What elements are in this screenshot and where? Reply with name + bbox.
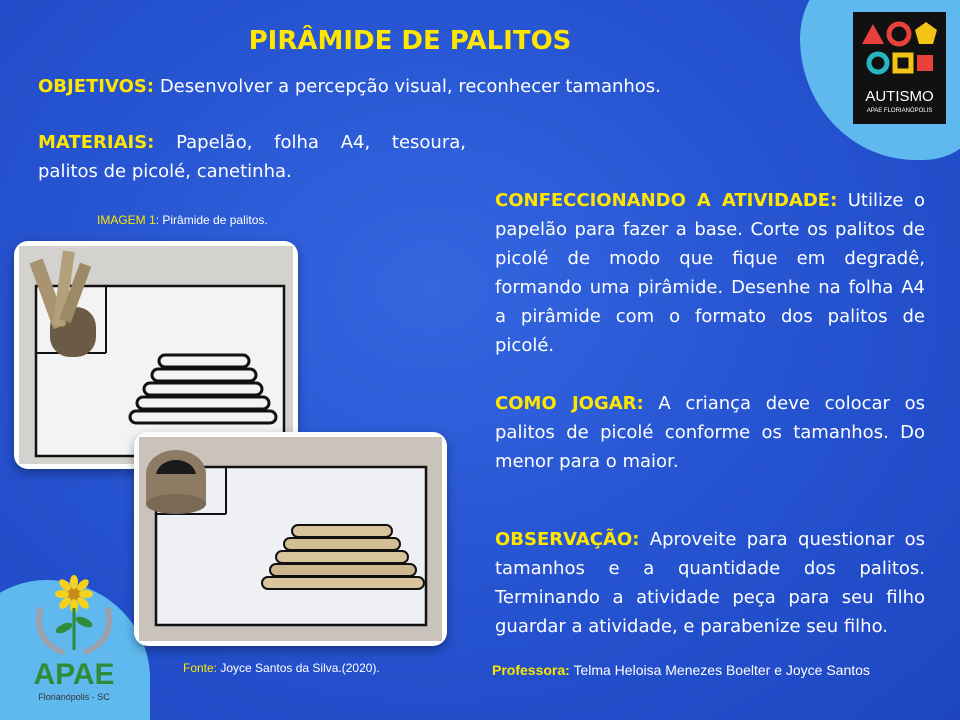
apae-flower-hands-icon [18, 570, 130, 660]
observacao-text: Aproveite para questionar os tamanhos e a quantidade dos palitos. Terminando a atividade peça para seu filho guardar a atividade, e parabenize seu filho. [495, 529, 925, 637]
teacher-credit [492, 662, 870, 678]
autismo-logo-name: AUTISMO [865, 88, 934, 105]
materiais-label: MATERIAIS: [38, 132, 155, 153]
confeccionando-label: CONFECCIONANDO A ATIVIDADE: [495, 190, 838, 211]
como-jogar-label: COMO JOGAR: [495, 393, 644, 414]
apae-logo [18, 570, 130, 710]
observacao-label: OBSERVAÇÃO: [495, 529, 640, 550]
source-text: Joyce Santos da Silva.(2020). [217, 661, 380, 675]
objetivos-paragraph [38, 72, 718, 101]
photo-sticks-pyramid [134, 432, 447, 646]
autismo-shapes-icon [853, 16, 946, 86]
objetivos-label: OBJETIVOS: [38, 76, 155, 97]
teacher-label: Professora: [492, 662, 570, 678]
observacao-paragraph [495, 525, 925, 641]
image-caption-label: IMAGEM 1 [97, 213, 156, 227]
apae-logo-name: APAE [33, 658, 115, 691]
como-jogar-text: A criança deve colocar os palitos de picolé conforme os tamanhos. Do menor para o maior. [495, 393, 925, 472]
image-caption-text: : Pirâmide de palitos. [155, 213, 268, 227]
photo-sticks-pyramid-illustration [134, 432, 447, 646]
teacher-names: Telma Heloisa Menezes Boelter e Joyce Santos [569, 662, 870, 678]
source-label: Fonte: [183, 661, 218, 675]
objetivos-text: Desenvolver a percepção visual, reconhecer tamanhos. [159, 76, 661, 97]
materiais-paragraph [38, 128, 466, 186]
image-caption [97, 213, 268, 227]
apae-logo-sub: Florianópolis - SC [38, 692, 110, 702]
confeccionando-paragraph [495, 186, 925, 360]
autismo-logo-sub: APAE FLORIANÓPOLIS [866, 108, 933, 114]
como-jogar-paragraph [495, 389, 925, 476]
source-caption [183, 661, 380, 675]
page-title: PIRÂMIDE DE PALITOS [248, 26, 572, 56]
materiais-text: Papelão, folha A4, tesoura, palitos de picolé, canetinha. [38, 132, 466, 182]
autismo-logo [853, 12, 946, 124]
confeccionando-text: Utilize o papelão para fazer a base. Corte os palitos de picolé de modo que fique em degradê, formando uma pirâmide. Desenhe na folha A4 a pirâmide com o formato dos palitos de picolé. [495, 190, 925, 356]
